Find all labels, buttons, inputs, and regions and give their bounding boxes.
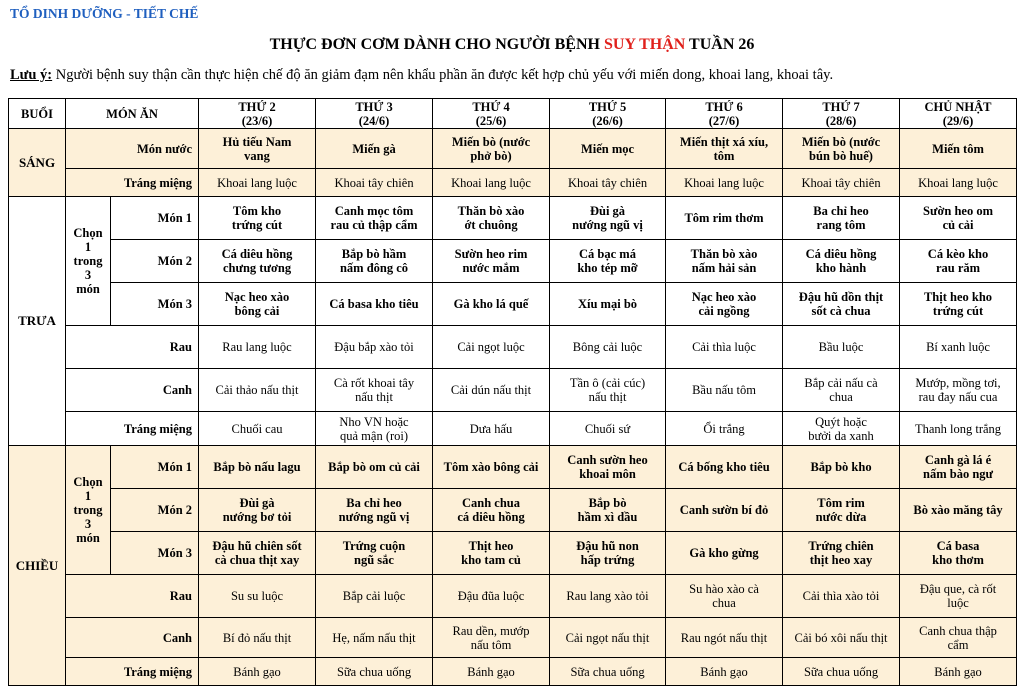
row-label: Tráng miệng	[66, 169, 199, 197]
menu-cell: Khoai tây chiên	[550, 169, 666, 197]
menu-cell: Miến thịt xá xíu, tôm	[666, 129, 783, 169]
menu-cell: Hủ tiếu Nam vang	[199, 129, 316, 169]
menu-cell: Rau ngót nấu thịt	[666, 618, 783, 658]
menu-cell: Chuối sứ	[550, 412, 666, 446]
menu-cell: Khoai lang luộc	[666, 169, 783, 197]
row-label: Món 2	[111, 489, 199, 532]
table-row	[9, 197, 1017, 240]
note	[10, 67, 833, 84]
menu-cell: Cá basa kho tiêu	[316, 283, 433, 326]
table-row	[9, 489, 1017, 532]
title-prefix: THỰC ĐƠN CƠM DÀNH CHO NGƯỜI BỆNH	[269, 36, 604, 53]
menu-cell: Miến tôm	[900, 129, 1017, 169]
menu-cell: Bánh gạo	[433, 658, 550, 686]
menu-cell: Sữa chua uống	[783, 658, 900, 686]
menu-cell: Gà kho gừng	[666, 532, 783, 575]
menu-table	[8, 98, 1017, 686]
menu-cell: Miến bò (nước bún bò huế)	[783, 129, 900, 169]
table-row	[9, 129, 1017, 169]
menu-cell: Miến gà	[316, 129, 433, 169]
menu-cell: Bắp bò hầm xì dầu	[550, 489, 666, 532]
table-row	[9, 283, 1017, 326]
menu-cell: Dưa hấu	[433, 412, 550, 446]
menu-cell: Bắp bò kho	[783, 446, 900, 489]
menu-cell: Bắp bò om củ cải	[316, 446, 433, 489]
row-label: Tráng miệng	[66, 412, 199, 446]
table-row	[9, 240, 1017, 283]
table-row	[9, 658, 1017, 686]
menu-cell: Mướp, mồng tơi, rau đay nấu cua	[900, 369, 1017, 412]
menu-cell: Bánh gạo	[900, 658, 1017, 686]
menu-cell: Cá diêu hồng chưng tương	[199, 240, 316, 283]
row-label: Món 3	[111, 532, 199, 575]
row-label: Tráng miệng	[66, 658, 199, 686]
menu-cell: Tôm rim nước dừa	[783, 489, 900, 532]
row-label: Rau	[66, 575, 199, 618]
session-trua: TRƯA	[9, 197, 66, 446]
menu-cell: Canh sườn heo khoai môn	[550, 446, 666, 489]
choose-one-label: Chọn 1 trong 3 món	[66, 197, 111, 326]
title-highlight: SUY THẬN	[603, 36, 686, 53]
menu-cell: Đùi gà nướng bơ tỏi	[199, 489, 316, 532]
row-label: Món 3	[111, 283, 199, 326]
menu-cell: Cá bạc má kho tép mỡ	[550, 240, 666, 283]
menu-cell: Bí đỏ nấu thịt	[199, 618, 316, 658]
menu-cell: Cá diêu hồng kho hành	[783, 240, 900, 283]
menu-cell: Trứng chiên thịt heo xay	[783, 532, 900, 575]
menu-cell: Bắp cải luộc	[316, 575, 433, 618]
table-row	[9, 99, 1017, 129]
menu-cell: Thăn bò xào nấm hải sản	[666, 240, 783, 283]
table-row	[9, 618, 1017, 658]
menu-cell: Tôm rim thơm	[666, 197, 783, 240]
header-day: THỨ 2 (23/6)	[199, 99, 316, 129]
table-row	[9, 169, 1017, 197]
menu-cell: Đậu đũa luộc	[433, 575, 550, 618]
menu-cell: Ổi trắng	[666, 412, 783, 446]
menu-cell: Canh chua cá diêu hồng	[433, 489, 550, 532]
menu-cell: Canh gà lá é nấm bào ngư	[900, 446, 1017, 489]
row-label: Canh	[66, 369, 199, 412]
menu-cell: Ba chỉ heo nướng ngũ vị	[316, 489, 433, 532]
header-day: THỨ 3 (24/6)	[316, 99, 433, 129]
menu-cell: Sữa chua uống	[550, 658, 666, 686]
menu-cell: Cải thìa luộc	[666, 326, 783, 369]
menu-cell: Tôm kho trứng cút	[199, 197, 316, 240]
header-day: CHỦ NHẬT (29/6)	[900, 99, 1017, 129]
menu-cell: Bắp bò nấu lagu	[199, 446, 316, 489]
menu-cell: Đậu que, cà rốt luộc	[900, 575, 1017, 618]
menu-cell: Trứng cuộn ngũ sắc	[316, 532, 433, 575]
menu-cell: Thịt heo kho tam củ	[433, 532, 550, 575]
menu-cell: Miến mọc	[550, 129, 666, 169]
menu-cell: Nạc heo xào bông cải	[199, 283, 316, 326]
menu-cell: Miến bò (nước phở bò)	[433, 129, 550, 169]
menu-cell: Bánh gạo	[666, 658, 783, 686]
menu-cell: Su hào xào cà chua	[666, 575, 783, 618]
menu-cell: Gà kho lá quế	[433, 283, 550, 326]
menu-cell: Bắp bò hầm nấm đông cô	[316, 240, 433, 283]
menu-cell: Rau lang luộc	[199, 326, 316, 369]
menu-cell: Khoai lang luộc	[199, 169, 316, 197]
menu-cell: Cải ngọt luộc	[433, 326, 550, 369]
menu-cell: Khoai lang luộc	[900, 169, 1017, 197]
header-day: THỨ 6 (27/6)	[666, 99, 783, 129]
menu-cell: Chuối cau	[199, 412, 316, 446]
menu-cell: Khoai lang luộc	[433, 169, 550, 197]
menu-cell: Tần ô (cải cúc) nấu thịt	[550, 369, 666, 412]
title-suffix: TUẦN 26	[685, 36, 755, 53]
menu-cell: Canh sườn bí đỏ	[666, 489, 783, 532]
menu-cell: Cá bống kho tiêu	[666, 446, 783, 489]
menu-cell: Bí xanh luộc	[900, 326, 1017, 369]
menu-cell: Su su luộc	[199, 575, 316, 618]
menu-cell: Sườn heo rim nước mắm	[433, 240, 550, 283]
note-text: Người bệnh suy thận cần thực hiện chế độ ăn giảm đạm nên khẩu phần ăn được kết hợp chủ yếu với miến dong, khoai lang, khoai tây.	[52, 67, 834, 83]
header-buoi: BUỔI	[9, 99, 66, 129]
row-label: Canh	[66, 618, 199, 658]
row-label: Món 2	[111, 240, 199, 283]
menu-cell: Đậu hũ chiên sốt cà chua thịt xay	[199, 532, 316, 575]
table-row	[9, 446, 1017, 489]
menu-cell: Thăn bò xào ớt chuông	[433, 197, 550, 240]
menu-cell: Bò xào măng tây	[900, 489, 1017, 532]
menu-cell: Bông cải luộc	[550, 326, 666, 369]
menu-cell: Đùi gà nướng ngũ vị	[550, 197, 666, 240]
row-label: Món 1	[111, 446, 199, 489]
menu-cell: Đậu hũ dồn thịt sốt cà chua	[783, 283, 900, 326]
menu-cell: Cải thìa xào tỏi	[783, 575, 900, 618]
menu-cell: Cải dún nấu thịt	[433, 369, 550, 412]
menu-cell: Quýt hoặc bưởi da xanh	[783, 412, 900, 446]
table-row	[9, 575, 1017, 618]
menu-cell: Thanh long trắng	[900, 412, 1017, 446]
menu-cell: Canh chua thập cẩm	[900, 618, 1017, 658]
menu-cell: Cải ngọt nấu thịt	[550, 618, 666, 658]
menu-cell: Ba chỉ heo rang tôm	[783, 197, 900, 240]
department-label: TỔ DINH DƯỠNG - TIẾT CHẾ	[10, 6, 199, 21]
menu-cell: Khoai tây chiên	[316, 169, 433, 197]
header-mon-an: MÓN ĂN	[66, 99, 199, 129]
table-row	[9, 326, 1017, 369]
menu-cell: Cải thảo nấu thịt	[199, 369, 316, 412]
session-sang: SÁNG	[9, 129, 66, 197]
page-title	[0, 36, 1024, 54]
menu-cell: Bầu nấu tôm	[666, 369, 783, 412]
menu-cell: Sườn heo om củ cải	[900, 197, 1017, 240]
menu-cell: Rau lang xào tỏi	[550, 575, 666, 618]
row-label: Rau	[66, 326, 199, 369]
menu-cell: Hẹ, nấm nấu thịt	[316, 618, 433, 658]
menu-cell: Thịt heo kho trứng cút	[900, 283, 1017, 326]
note-label: Lưu ý:	[10, 67, 53, 83]
menu-cell: Đậu bắp xào tỏi	[316, 326, 433, 369]
table-row	[9, 412, 1017, 446]
menu-cell: Bánh gạo	[199, 658, 316, 686]
menu-cell: Nho VN hoặc quả mận (roi)	[316, 412, 433, 446]
menu-cell: Khoai tây chiên	[783, 169, 900, 197]
row-label: Món nước	[66, 129, 199, 169]
header-day: THỨ 5 (26/6)	[550, 99, 666, 129]
menu-cell: Cải bó xôi nấu thịt	[783, 618, 900, 658]
choose-one-label: Chọn 1 trong 3 món	[66, 446, 111, 575]
menu-cell: Rau dền, mướp nấu tôm	[433, 618, 550, 658]
table-row	[9, 532, 1017, 575]
table-row	[9, 369, 1017, 412]
header-day: THỨ 7 (28/6)	[783, 99, 900, 129]
menu-cell: Tôm xào bông cải	[433, 446, 550, 489]
menu-cell: Xíu mại bò	[550, 283, 666, 326]
menu-cell: Cà rốt khoai tây nấu thịt	[316, 369, 433, 412]
menu-cell: Canh mọc tôm rau củ thập cẩm	[316, 197, 433, 240]
session-chieu: CHIỀU	[9, 446, 66, 686]
menu-cell: Sữa chua uống	[316, 658, 433, 686]
menu-cell: Cá basa kho thơm	[900, 532, 1017, 575]
menu-cell: Đậu hũ non hấp trứng	[550, 532, 666, 575]
menu-cell: Bắp cải nấu cà chua	[783, 369, 900, 412]
menu-cell: Cá kèo kho rau răm	[900, 240, 1017, 283]
menu-cell: Nạc heo xào cải ngồng	[666, 283, 783, 326]
menu-cell: Bầu luộc	[783, 326, 900, 369]
header-day: THỨ 4 (25/6)	[433, 99, 550, 129]
row-label: Món 1	[111, 197, 199, 240]
